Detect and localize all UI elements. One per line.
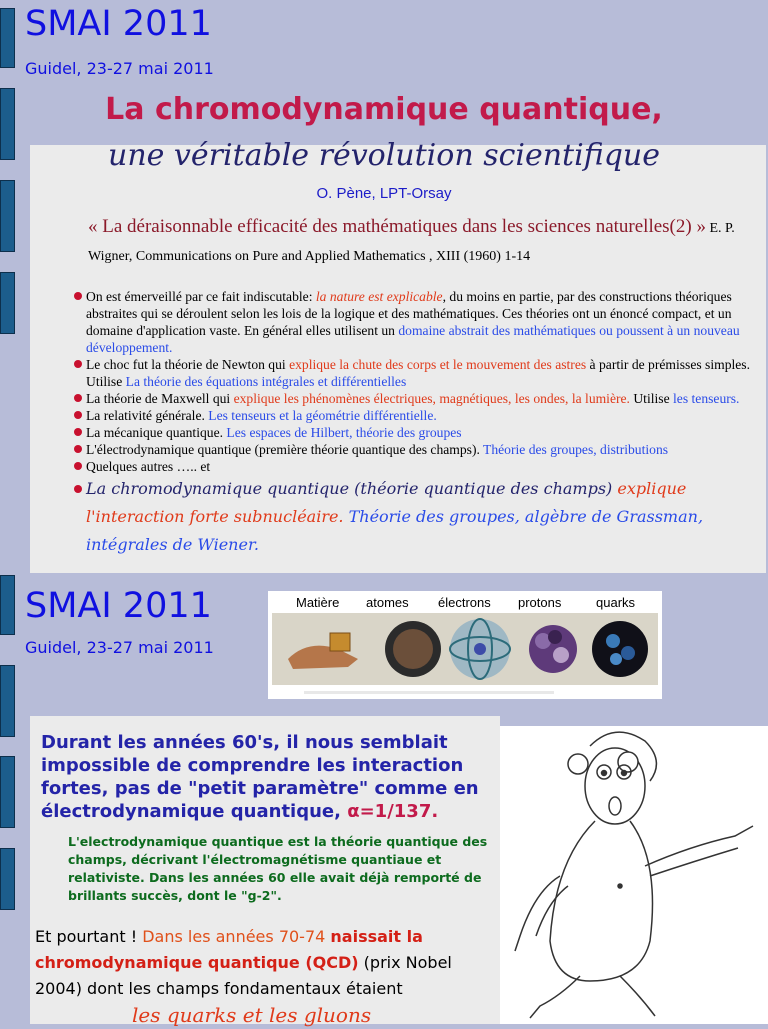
quarks-gluons-text: les quarks et les gluons (132, 1003, 372, 1027)
slide-tab (0, 575, 15, 635)
bullet-item: Le choc fut la théorie de Newton qui explique la chute des corps et le mouvement des astres à partir de prémisses simples. Utilise La théorie des équations intégrales et différentielles (74, 356, 754, 390)
bullet-item: On est émerveillé par ce fait indiscutable: la nature est explicable, du moins en partie, par des constructions théoriques abstraites qui se déroulent selon les lois de la logique et des mathématiques. Ces théories ont un énoncé compact, et un domaine d'application vaste. En général elles utilisent un domaine abstrait des mathématiques ou poussent à un nouveau développement. (74, 288, 754, 356)
slide1-header: SMAI 2011 (25, 4, 212, 44)
monkey-drawing (500, 726, 768, 1024)
qed-paragraph: L'electrodynamique quantique est la théorie quantique des champs, décrivant l'électromagnétisme quantiaue et relativiste. Dans les années 60 elle avait déjà remporté de brillants succès, dont le "g-2". (68, 834, 488, 903)
quote-text: « La déraisonnable efficacité des mathématiques dans les sciences naturelles(2) » (88, 216, 706, 237)
image-label: quarks (596, 595, 636, 610)
slide1-author: O. Pène, LPT-Orsay (316, 185, 452, 202)
slide-tab (0, 8, 15, 68)
bullet-icon (74, 445, 82, 453)
bullet-item: Quelques autres ….. et (74, 458, 754, 475)
bullet-icon (74, 292, 82, 300)
slide2-header: SMAI 2011 (25, 586, 212, 626)
slide-tab (0, 848, 15, 910)
image-label: atomes (366, 595, 409, 610)
bullet-item: La chromodynamique quantique (théorie quantique des champs) explique l'interaction forte subnucléaire. Théorie des groupes, algèbre de Grassman, intégrales de Wiener. (74, 475, 754, 559)
image-label: électrons (438, 595, 491, 610)
bullet-item: La mécanique quantique. Les espaces de Hilbert, théorie des groupes (74, 424, 754, 441)
slide-tab (0, 272, 15, 334)
slide1-title: La chromodynamique quantique, (105, 92, 663, 127)
matter-illustration (268, 591, 662, 699)
qcd-paragraph: Et pourtant ! Dans les années 70-74 naissait la chromodynamique quantique (QCD) (prix Nobel 2004) dont les champs fondamentaux étaient (35, 927, 452, 998)
monkey-illustration (500, 726, 768, 1024)
bullet-item: L'électrodynamique quantique (première théorie quantique des champs). Théorie des groupes, distributions (74, 441, 754, 458)
slide-tab (0, 665, 15, 737)
slide1-subheader: Guidel, 23-27 mai 2011 (25, 59, 214, 78)
bullet-icon (74, 428, 82, 436)
slide1-subtitle: une véritable révolution scientifique (108, 138, 660, 173)
matter-scale-image (268, 591, 662, 699)
bullet-icon (74, 462, 82, 470)
bullet-icon (74, 394, 82, 402)
bullet-icon (74, 485, 82, 493)
bullet-icon (74, 360, 82, 368)
slide-tab (0, 756, 15, 828)
image-label: Matière (296, 595, 340, 610)
bullet-item: La relativité générale. Les tenseurs et la géométrie différentielle. (74, 407, 754, 424)
quote-reference: E. P. Wigner, Communications on Pure and Applied Mathematics , XIII (1960) 1-14 (88, 221, 735, 264)
bullet-item: La théorie de Maxwell qui explique les phénomènes électriques, magnétiques, les ondes, la lumière. Utilise les tenseurs. (74, 390, 754, 407)
wigner-quote (88, 214, 758, 270)
image-label: protons (518, 595, 562, 610)
slide2-subheader: Guidel, 23-27 mai 2011 (25, 638, 214, 657)
durant-paragraph: Durant les années 60's, il nous semblait impossible de comprendre les interaction fortes, pas de "petit paramètre" comme en électrodynamique quantique, α=1/137. (41, 732, 479, 822)
bullet-icon (74, 411, 82, 419)
bullet-list (74, 288, 754, 559)
